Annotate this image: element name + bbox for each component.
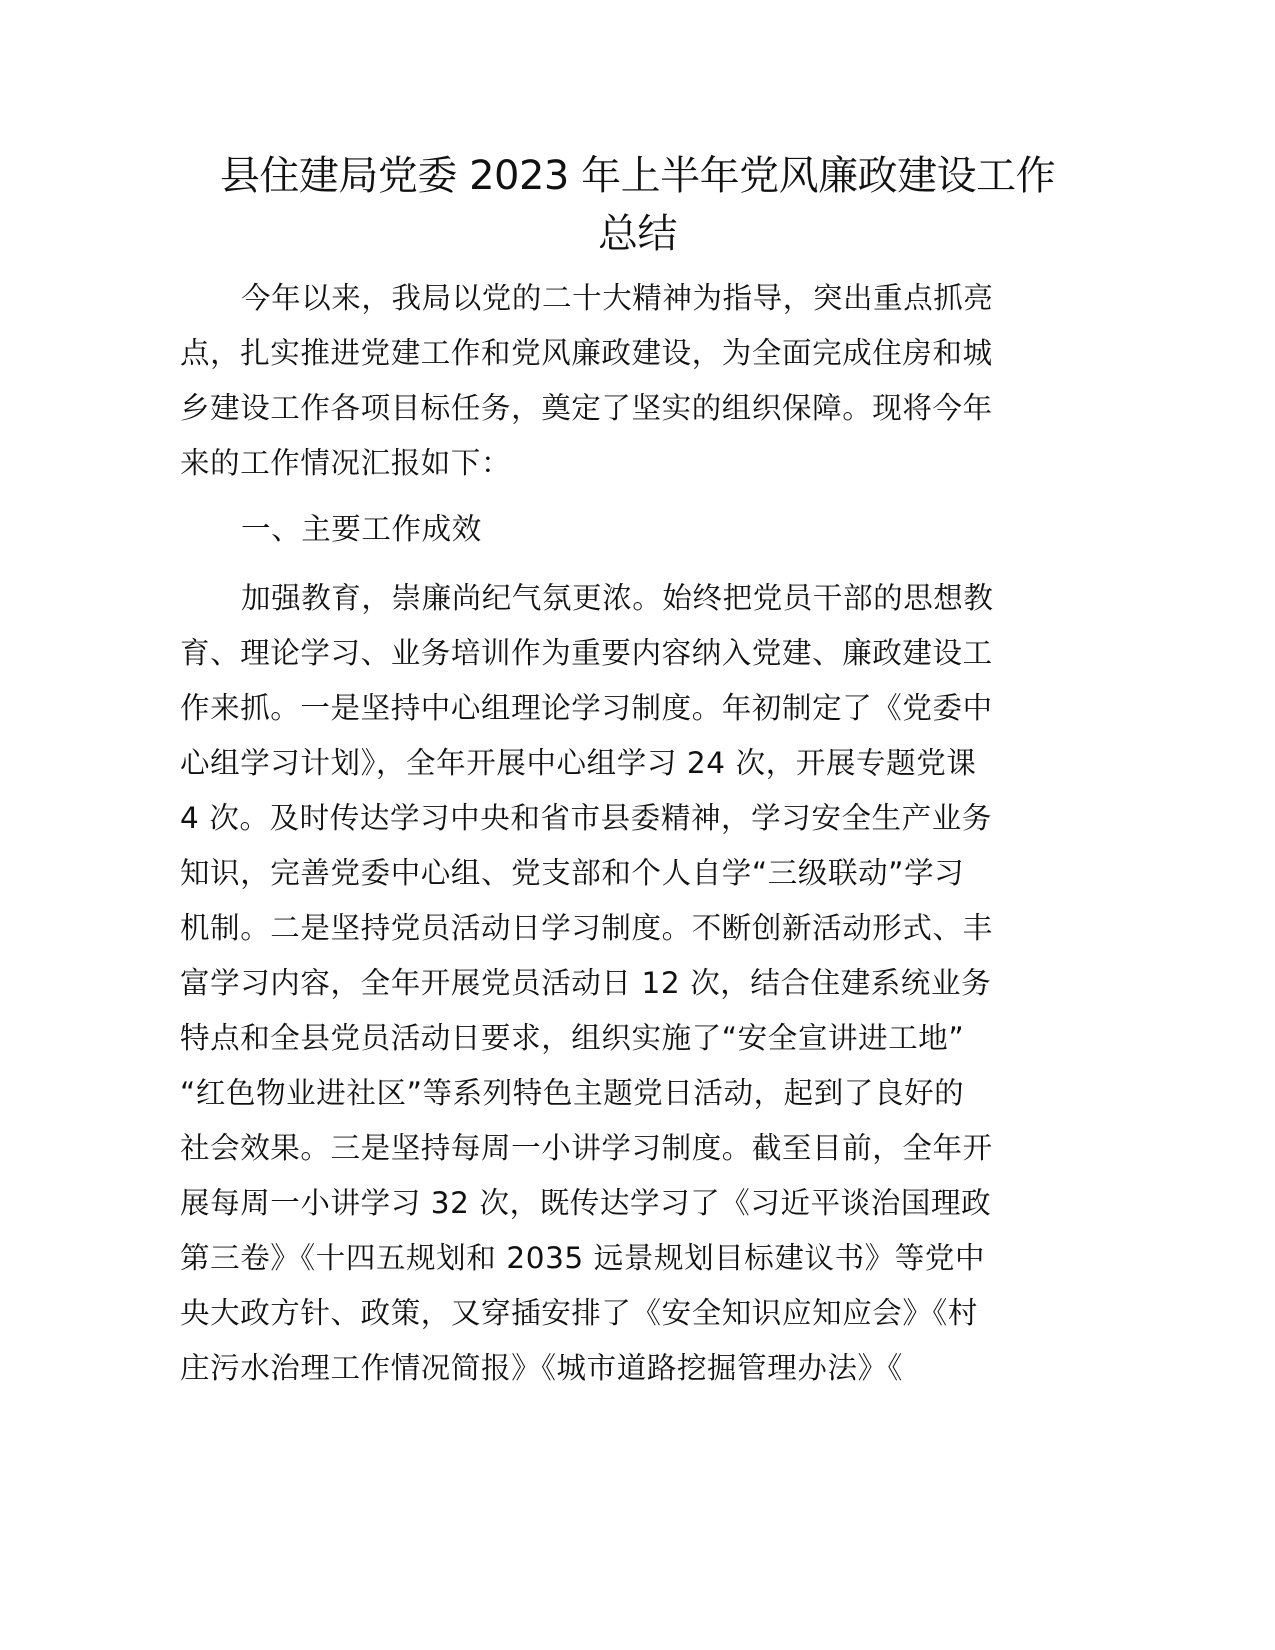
body-paragraph-line-3: 作来抓。一是坚持中心组理论学习制度。年初制定了《党委中: [180, 691, 993, 725]
document-title-line-2: 总结: [598, 211, 677, 257]
intro-paragraph-line-4: 来的工作情况汇报如下：: [180, 446, 512, 480]
body-paragraph-line-6: 知识，完善党委中心组、党支部和个人自学“三级联动”学习: [180, 856, 965, 890]
body-paragraph-line-7: 机制。二是坚持党员活动日学习制度。不断创新活动形式、丰: [180, 911, 993, 945]
body-paragraph-line-8: 富学习内容，全年开展党员活动日 12 次，结合住建系统业务: [180, 966, 992, 1000]
body-paragraph-line-14: 央大政方针、政策，又穿插安排了《安全知识应知应会》《村: [180, 1296, 978, 1330]
body-paragraph-line-1: 加强教育，崇廉尚纪气氛更浓。始终把党员干部的思想教: [241, 581, 994, 615]
body-paragraph-line-10: “红色物业进社区”等系列特色主题党日活动，起到了良好的: [180, 1076, 965, 1110]
intro-paragraph-line-2: 点，扎实推进党建工作和党风廉政建设，为全面完成住房和城: [180, 336, 993, 370]
body-paragraph-line-12: 展每周一小讲学习 32 次，既传达学习了《习近平谈治国理政: [180, 1186, 992, 1220]
intro-paragraph-line-1: 今年以来，我局以党的二十大精神为指导，突出重点抓亮: [241, 281, 994, 315]
body-paragraph-line-5: 4 次。及时传达学习中央和省市县委精神，学习安全生产业务: [180, 801, 992, 835]
section-heading: 一、主要工作成效: [241, 512, 482, 546]
body-paragraph-line-2: 育、理论学习、业务培训作为重要内容纳入党建、廉政建设工: [180, 636, 993, 670]
intro-paragraph-line-3: 乡建设工作各项目标任务，奠定了坚实的组织保障。现将今年: [180, 391, 993, 425]
body-paragraph-line-4: 心组学习计划》，全年开展中心组学习 24 次，开展专题党课: [180, 746, 977, 780]
body-paragraph-line-13: 第三卷》《十四五规划和 2035 远景规划目标建议书》等党中: [180, 1241, 986, 1275]
document-title-line-1: 县住建局党委 2023 年上半年党风廉政建设工作: [219, 153, 1056, 199]
body-paragraph-line-9: 特点和全县党员活动日要求，组织实施了“安全宣讲进工地”: [180, 1021, 965, 1055]
body-paragraph-line-15: 庄污水治理工作情况简报》《城市道路挖掘管理办法》《: [180, 1351, 904, 1385]
body-paragraph-line-11: 社会效果。三是坚持每周一小讲学习制度。截至目前，全年开: [180, 1131, 993, 1165]
